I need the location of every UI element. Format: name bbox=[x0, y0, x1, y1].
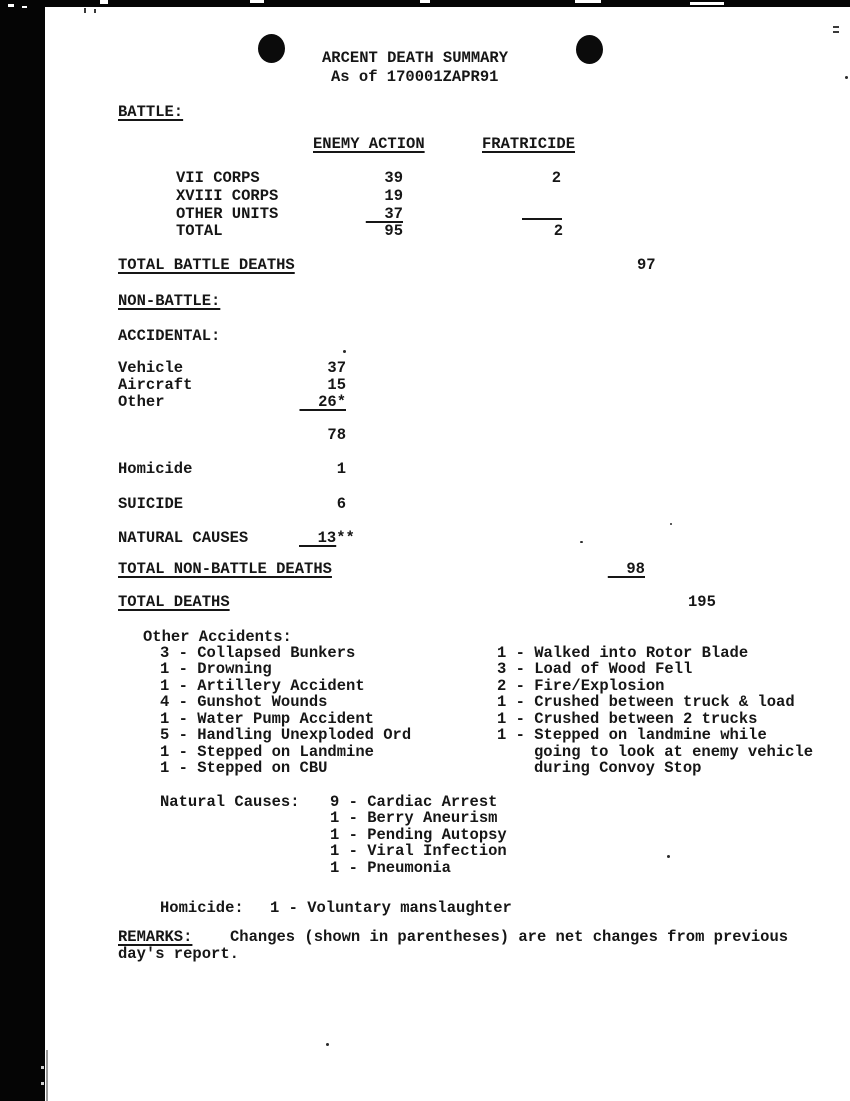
total-battle-deaths-label: TOTAL BATTLE DEATHS bbox=[118, 256, 295, 274]
remarks-line2: day's report. bbox=[118, 945, 239, 963]
natural-cause-item: 1 - Pending Autopsy bbox=[330, 826, 507, 844]
scan-tick bbox=[94, 9, 96, 13]
column-header-enemy-action: ENEMY ACTION bbox=[313, 135, 425, 153]
scan-speck bbox=[41, 1082, 44, 1085]
total-deaths-value: 195 bbox=[688, 593, 716, 611]
battle-row-fratricide-value: 2 bbox=[551, 169, 561, 187]
scan-mark bbox=[833, 26, 839, 28]
homicide-detail-heading: Homicide: bbox=[160, 899, 244, 917]
scan-speck bbox=[343, 350, 346, 353]
accidental-row-label: Vehicle bbox=[118, 359, 184, 377]
suicide-value: 6 bbox=[336, 495, 346, 513]
hole-punch-right bbox=[576, 35, 603, 64]
battle-row-label: VII CORPS bbox=[176, 169, 260, 187]
hole-punch-left bbox=[258, 34, 285, 63]
battle-row-label: TOTAL bbox=[176, 222, 223, 240]
battle-row-label: XVIII CORPS bbox=[176, 187, 279, 205]
battle-row-label: OTHER UNITS bbox=[176, 205, 279, 223]
other-accident-item: 1 - Water Pump Accident bbox=[160, 710, 374, 728]
natural-cause-item: 1 - Berry Aneurism bbox=[330, 809, 498, 827]
non-battle-heading: NON-BATTLE: bbox=[118, 292, 221, 310]
natural-causes-value-underlined: 13 bbox=[299, 529, 337, 547]
battle-heading: BATTLE: bbox=[118, 103, 184, 121]
scan-speck bbox=[667, 855, 670, 858]
battle-row-enemy-value: 39 bbox=[384, 169, 403, 187]
scan-notch bbox=[22, 6, 27, 8]
scan-notch bbox=[8, 4, 14, 7]
battle-row-enemy-value-underlined: 37 bbox=[365, 205, 403, 223]
column-header-fratricide: FRATRICIDE bbox=[482, 135, 576, 153]
total-battle-deaths-value: 97 bbox=[637, 256, 656, 274]
other-accident-item: 1 - Crushed between 2 trucks bbox=[497, 710, 758, 728]
homicide-detail-item: 1 - Voluntary manslaughter bbox=[270, 899, 512, 917]
other-accident-item: 1 - Artillery Accident bbox=[160, 677, 365, 695]
other-accident-item: 1 - Stepped on Landmine bbox=[160, 743, 374, 761]
scan-speck bbox=[580, 541, 583, 543]
battle-row-enemy-value: 95 bbox=[384, 222, 403, 240]
scan-notch bbox=[420, 0, 430, 3]
other-accident-item: 3 - Load of Wood Fell bbox=[497, 660, 693, 678]
natural-causes-heading: Natural Causes: bbox=[160, 793, 300, 811]
scan-speck bbox=[326, 1043, 329, 1046]
scan-corner-blob bbox=[0, 0, 40, 14]
other-accident-item-wrap: going to look at enemy vehicle bbox=[534, 743, 814, 761]
accidental-subtotal-value: 78 bbox=[327, 426, 346, 444]
other-accident-item-wrap: during Convoy Stop bbox=[534, 759, 702, 777]
natural-cause-item: 9 - Cardiac Arrest bbox=[330, 793, 498, 811]
total-non-battle-deaths-label: TOTAL NON-BATTLE DEATHS bbox=[118, 560, 332, 578]
scan-tick bbox=[84, 8, 86, 13]
accidental-row-value-underlined: 26* bbox=[299, 393, 346, 411]
suicide-label: SUICIDE bbox=[118, 495, 184, 513]
natural-cause-item: 1 - Viral Infection bbox=[330, 842, 507, 860]
document-title: ARCENT DEATH SUMMARY bbox=[322, 49, 509, 67]
other-accident-item: 1 - Stepped on landmine while bbox=[497, 726, 767, 744]
scan-speck bbox=[845, 76, 848, 79]
battle-row-fratricide-value: 2 bbox=[553, 222, 563, 240]
battle-row-enemy-value: 19 bbox=[384, 187, 403, 205]
natural-cause-item: 1 - Pneumonia bbox=[330, 859, 451, 877]
other-accident-item: 1 - Stepped on CBU bbox=[160, 759, 328, 777]
other-accident-item: 1 - Drowning bbox=[160, 660, 272, 678]
other-accident-item: 5 - Handling Unexploded Ord bbox=[160, 726, 412, 744]
natural-causes-value-suffix: ** bbox=[336, 529, 355, 547]
accidental-row-value: 15 bbox=[327, 376, 346, 394]
accidental-row-label: Other bbox=[118, 393, 165, 411]
scan-notch bbox=[100, 0, 108, 4]
other-accidents-heading: Other Accidents: bbox=[143, 628, 292, 646]
scan-notch bbox=[250, 0, 264, 3]
remarks-heading: REMARKS: bbox=[118, 928, 193, 946]
total-deaths-label: TOTAL DEATHS bbox=[118, 593, 230, 611]
homicide-value: 1 bbox=[336, 460, 346, 478]
scan-edge-line bbox=[46, 1050, 48, 1101]
remarks-line1: Changes (shown in parentheses) are net changes from previous bbox=[230, 928, 789, 946]
other-accident-item: 3 - Collapsed Bunkers bbox=[160, 644, 356, 662]
scan-mark bbox=[833, 31, 839, 33]
scan-notch bbox=[575, 0, 601, 3]
scan-left-border bbox=[0, 0, 45, 1101]
other-accident-item: 4 - Gunshot Wounds bbox=[160, 693, 328, 711]
total-non-battle-deaths-value: 98 bbox=[607, 560, 645, 578]
homicide-label: Homicide bbox=[118, 460, 193, 478]
scan-speck bbox=[670, 523, 672, 525]
accidental-row-label: Aircraft bbox=[118, 376, 193, 394]
natural-causes-label: NATURAL CAUSES bbox=[118, 529, 249, 547]
other-accident-item: 2 - Fire/Explosion bbox=[497, 677, 665, 695]
accidental-heading: ACCIDENTAL: bbox=[118, 327, 221, 345]
scan-speck bbox=[41, 1066, 44, 1069]
document-date-line: As of 170001ZAPR91 bbox=[331, 68, 499, 86]
other-accident-item: 1 - Walked into Rotor Blade bbox=[497, 644, 749, 662]
other-accident-item: 1 - Crushed between truck & load bbox=[497, 693, 795, 711]
accidental-row-value: 37 bbox=[327, 359, 346, 377]
fratricide-blank-underline bbox=[522, 218, 562, 220]
scan-notch bbox=[690, 2, 724, 5]
natural-causes-value bbox=[299, 530, 355, 547]
